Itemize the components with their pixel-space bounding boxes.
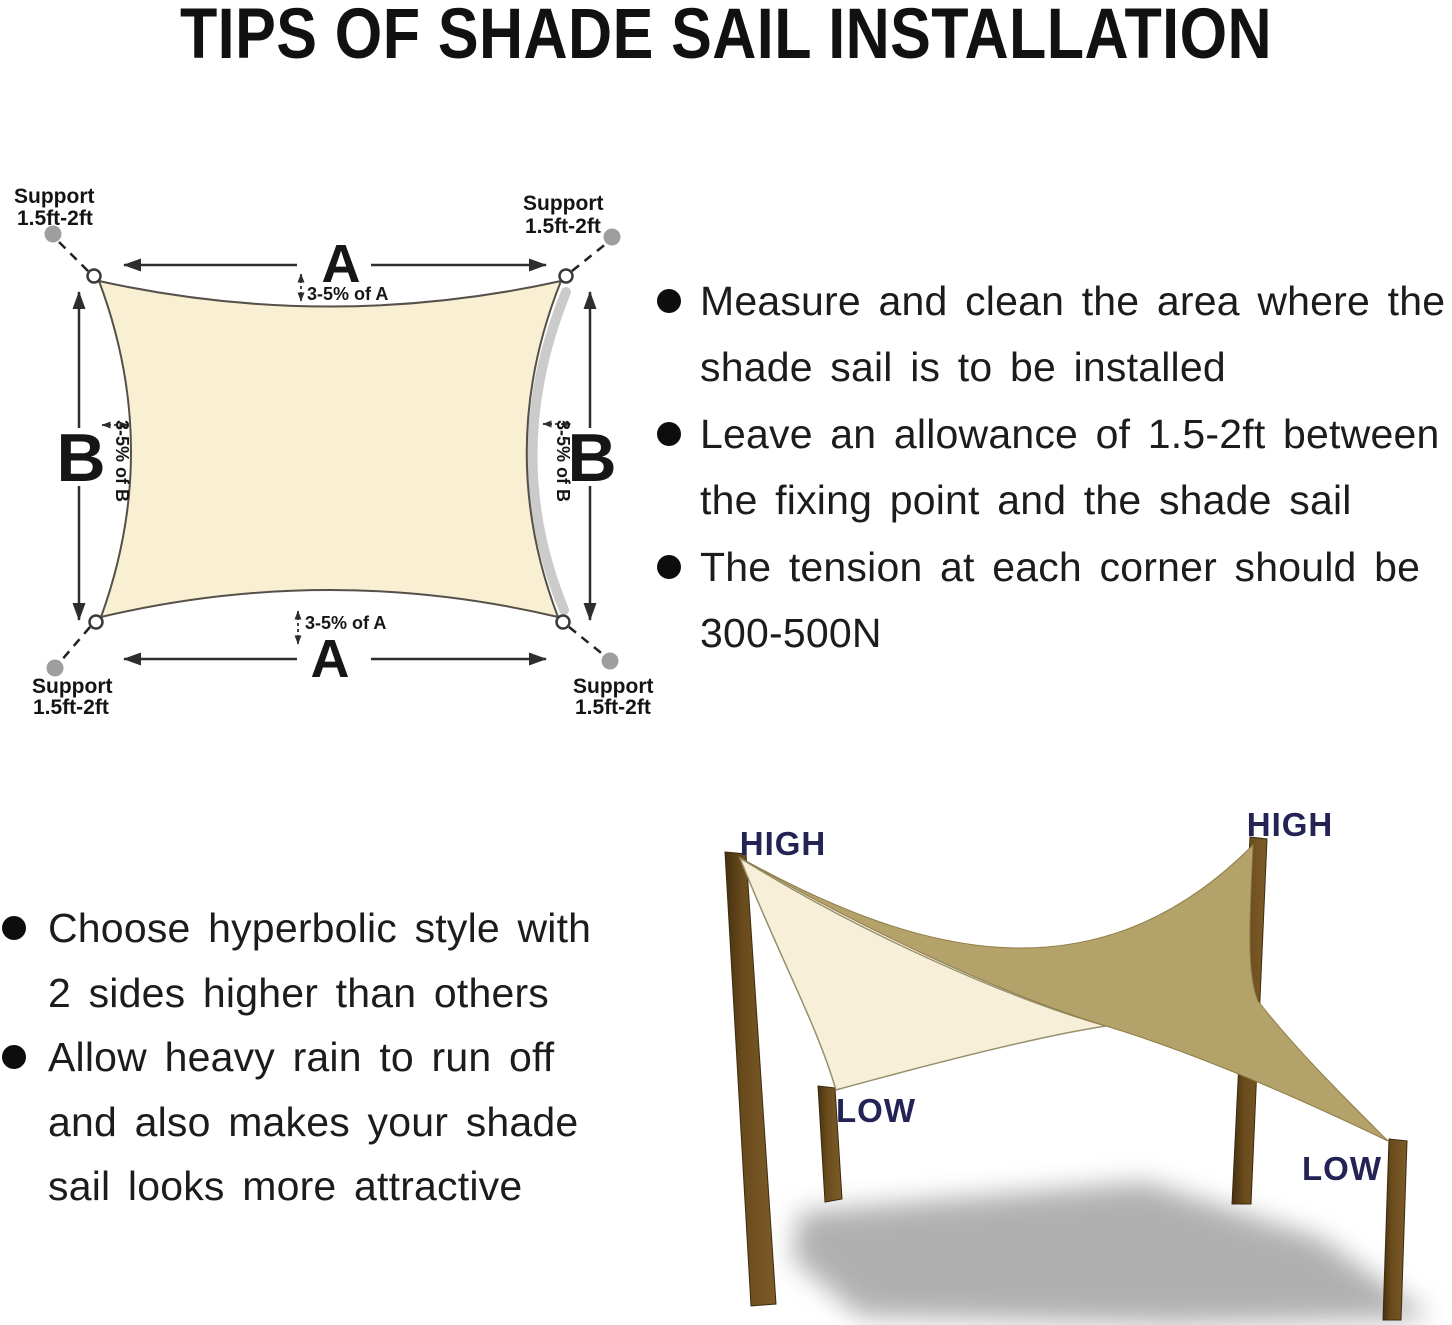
support-label: Support — [523, 192, 604, 215]
tip-line: Choose hyperbolic style with — [48, 905, 592, 951]
support-label: Support — [14, 185, 95, 208]
support-label: 1.5ft-2ft — [525, 215, 601, 238]
tip-line: Measure and clean the area where the — [700, 278, 1446, 324]
bullet-icon — [657, 422, 681, 446]
hyperbolic-sail-illustration — [640, 780, 1452, 1325]
dim-b-label: B — [56, 420, 106, 496]
tip-line: 300-500N — [700, 610, 882, 657]
high-label: HIGH — [739, 825, 827, 862]
low-label: LOW — [1302, 1150, 1382, 1187]
tip-line: sail looks more attractive — [48, 1163, 523, 1209]
list-item — [2, 1025, 642, 1219]
dim-a-label: A — [321, 234, 361, 294]
list-item — [657, 534, 1452, 667]
list-item — [2, 896, 642, 1025]
corner-ring — [557, 616, 570, 629]
bullet-icon — [2, 1045, 26, 1069]
sag-a-label: 3-5% of A — [307, 284, 389, 304]
tip-line: 2 sides higher than others — [48, 969, 550, 1016]
tip-line: and also makes your shade — [48, 1098, 579, 1145]
list-item — [657, 401, 1452, 534]
ground-shadow — [792, 1182, 1432, 1324]
high-label: HIGH — [1246, 806, 1334, 843]
shade-sail-measurement-diagram — [0, 150, 700, 780]
tip-line: The tension at each corner should be — [700, 543, 1421, 590]
sag-b-label: 3-5% of B — [112, 419, 132, 503]
corner-ring — [88, 270, 101, 283]
installation-tips-list — [657, 268, 1452, 666]
support-label: Support — [573, 675, 654, 698]
page-title: TIPS OF SHADE SAIL INSTALLATION — [179, 0, 1273, 74]
bullet-icon — [657, 289, 681, 313]
support-label: Support — [32, 675, 113, 698]
bullet-icon — [2, 916, 26, 940]
tip-line: shade sail is to be installed — [700, 344, 1226, 391]
list-item — [657, 268, 1452, 401]
corner-ring — [560, 270, 573, 283]
dim-b-label: B — [567, 420, 617, 496]
support-anchor-dot — [602, 653, 619, 670]
low-label: LOW — [836, 1092, 916, 1129]
post-low-right — [1383, 1139, 1407, 1320]
sag-b-label: 3-5% of B — [553, 419, 573, 503]
style-tips-list — [2, 896, 642, 1219]
corner-ring — [90, 616, 103, 629]
support-anchor-dot — [47, 660, 64, 677]
support-anchor-dot — [604, 229, 621, 246]
tip-line: the fixing point and the shade sail — [700, 477, 1352, 524]
tip-line: Allow heavy rain to run off — [48, 1034, 555, 1080]
support-label: 1.5ft-2ft — [33, 696, 109, 719]
support-label: 1.5ft-2ft — [17, 207, 93, 230]
bullet-icon — [657, 555, 681, 579]
tip-line: Leave an allowance of 1.5-2ft between — [700, 410, 1440, 457]
sag-a-label: 3-5% of A — [305, 613, 387, 633]
support-label: 1.5ft-2ft — [575, 696, 651, 719]
sail-shape — [99, 281, 561, 617]
dim-a-label: A — [310, 629, 350, 689]
